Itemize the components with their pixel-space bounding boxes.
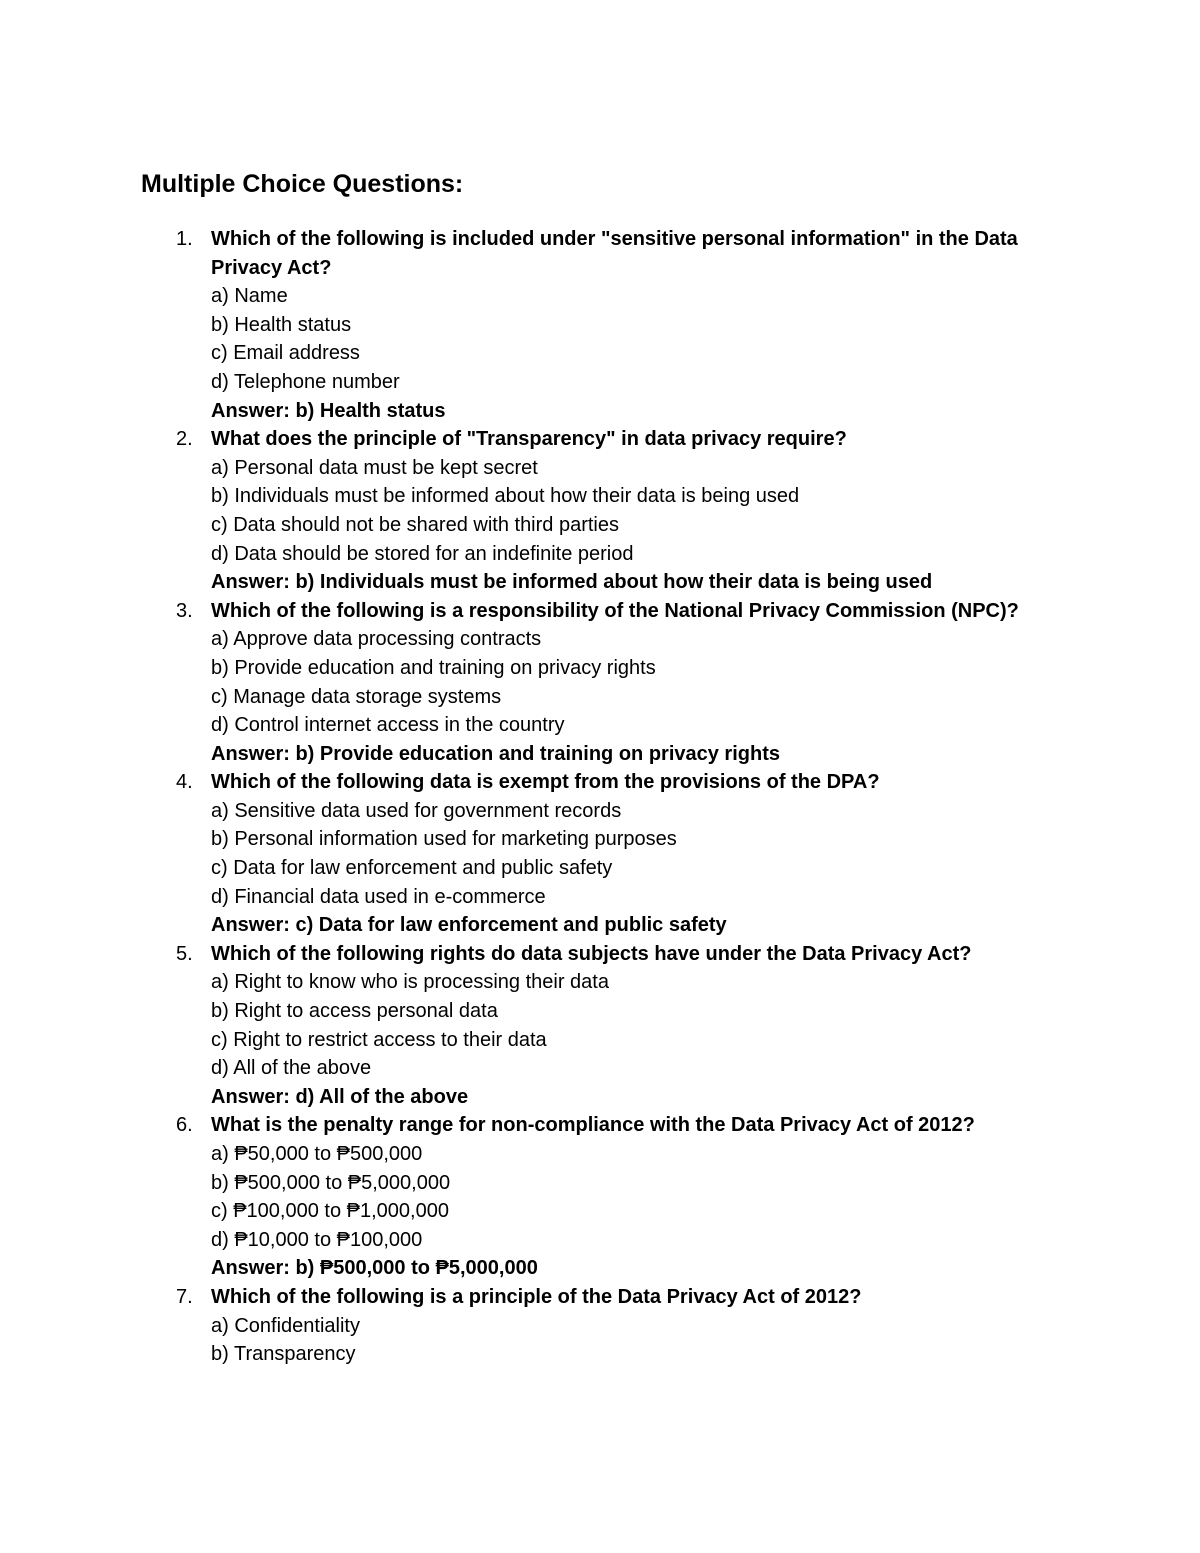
question-item-1 — [0, 225, 1200, 425]
option-c: c) Manage data storage systems — [211, 685, 502, 708]
question-number: 6. — [176, 1114, 193, 1137]
option-a: a) Personal data must be kept secret — [211, 456, 538, 479]
option-d: d) Telephone number — [211, 370, 400, 393]
answer-line: Answer: c) Data for law enforcement and public safety — [211, 914, 727, 937]
option-a: a) Confidentiality — [211, 1314, 360, 1337]
option-b: b) ₱500,000 to ₱5,000,000 — [211, 1171, 451, 1194]
question-text: Which of the following is a principle of the Data Privacy Act of 2012? — [211, 1285, 862, 1308]
question-text: What is the penalty range for non-compliance with the Data Privacy Act of 2012? — [211, 1114, 975, 1137]
option-d: d) Financial data used in e-commerce — [211, 885, 546, 908]
answer-line: Answer: b) ₱500,000 to ₱5,000,000 — [211, 1257, 538, 1280]
question-text: Which of the following is a responsibility of the National Privacy Commission (NPC)? — [211, 599, 1019, 622]
option-d: d) All of the above — [211, 1057, 372, 1080]
question-number: 7. — [176, 1285, 193, 1308]
option-c: c) Right to restrict access to their data — [211, 1028, 547, 1051]
option-b: b) Personal information used for marketing purposes — [211, 828, 677, 851]
option-b: b) Provide education and training on privacy rights — [211, 656, 656, 679]
answer-line: Answer: b) Provide education and training on privacy rights — [211, 742, 780, 765]
question-item-6 — [0, 1111, 1200, 1283]
answer-line: Answer: d) All of the above — [211, 1085, 469, 1108]
option-b: b) Individuals must be informed about how their data is being used — [211, 485, 800, 508]
question-number: 4. — [176, 771, 193, 794]
option-c: c) Data for law enforcement and public safety — [211, 857, 613, 880]
option-b: b) Transparency — [211, 1343, 356, 1366]
question-text: Which of the following rights do data subjects have under the Data Privacy Act? — [211, 942, 972, 965]
answer-line: Answer: b) Individuals must be informed about how their data is being used — [211, 571, 933, 594]
option-d: d) ₱10,000 to ₱100,000 — [211, 1228, 423, 1251]
option-c: c) Data should not be shared with third parties — [211, 513, 619, 536]
question-item-7 — [0, 1283, 1200, 1369]
option-b: b) Right to access personal data — [211, 1000, 498, 1023]
option-a: a) Name — [211, 285, 288, 308]
option-c: c) Email address — [211, 342, 360, 365]
question-item-3 — [0, 597, 1200, 769]
option-a: a) ₱50,000 to ₱500,000 — [211, 1143, 423, 1165]
question-item-4 — [0, 768, 1200, 940]
question-item-5 — [0, 940, 1200, 1112]
question-number: 5. — [176, 942, 193, 965]
question-text: What does the principle of "Transparency" in data privacy require? — [211, 428, 847, 451]
option-a: a) Right to know who is processing their data — [211, 971, 609, 994]
option-b: b) Health status — [211, 313, 352, 336]
option-d: d) Data should be stored for an indefinite period — [211, 542, 634, 565]
question-list — [0, 225, 1200, 1369]
question-number: 2. — [176, 428, 193, 451]
option-a: a) Approve data processing contracts — [211, 628, 542, 651]
question-item-2 — [0, 425, 1200, 597]
question-number: 3. — [176, 599, 193, 622]
question-number: 1. — [176, 228, 193, 250]
question-text: Which of the following is included under "sensitive personal information" in the Data Privacy Act? — [211, 228, 1018, 279]
page-title: Multiple Choice Questions: — [141, 170, 464, 198]
option-d: d) Control internet access in the country — [211, 714, 565, 737]
question-text: Which of the following data is exempt from the provisions of the DPA? — [211, 771, 880, 794]
option-c: c) ₱100,000 to ₱1,000,000 — [211, 1200, 449, 1223]
option-a: a) Sensitive data used for government records — [211, 799, 622, 822]
answer-line: Answer: b) Health status — [211, 399, 446, 422]
